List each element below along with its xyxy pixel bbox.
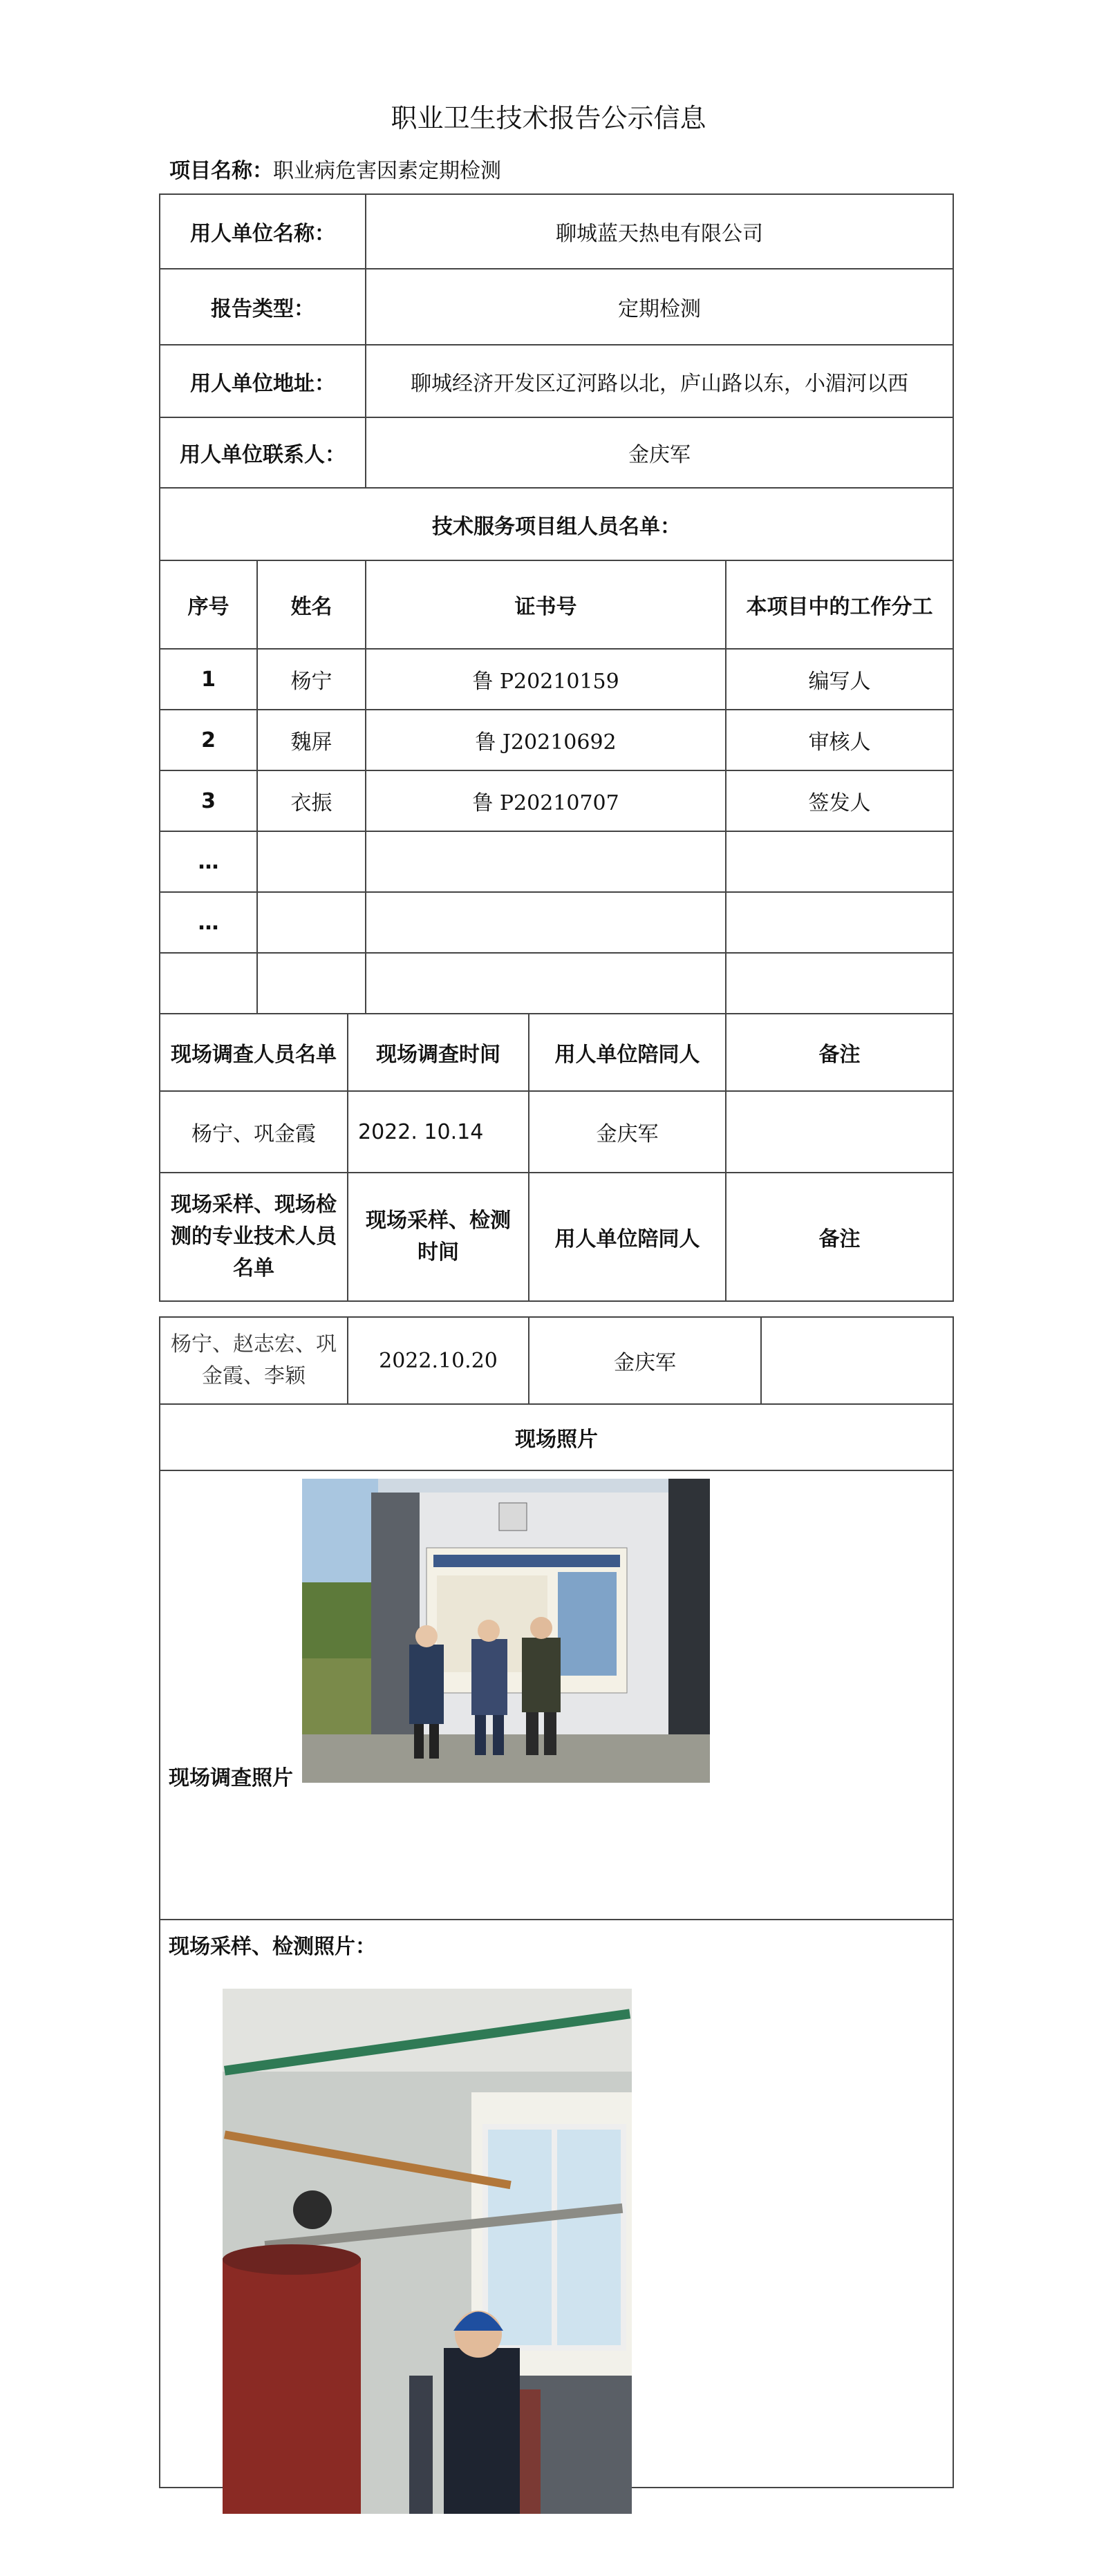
sampling-escort: 金庆军 [529,1317,761,1404]
sampling-header-time: 现场采样、检测时间 [348,1173,529,1301]
report-type-label: 报告类型： [160,269,366,345]
team-cert [366,953,726,1014]
survey-photo [302,1479,710,1783]
survey-header-staff: 现场调查人员名单 [160,1014,348,1091]
team-cert: 鲁 J20210692 [366,710,726,770]
team-heading: 技术服务项目组人员名单： [160,488,953,560]
sampling-photo [223,1989,632,2514]
team-no: 3 [160,770,257,831]
team-role [726,892,953,953]
team-header-role: 本项目中的工作分工 [726,560,953,649]
table-row [160,710,953,770]
team-no [160,953,257,1014]
team-cert: 鲁 P20210159 [366,649,726,710]
team-no: … [160,831,257,892]
team-header-cert: 证书号 [366,560,726,649]
team-role: 编写人 [726,649,953,710]
unit-name-value: 聊城蓝天热电有限公司 [366,194,953,269]
sampling-header-staff: 现场采样、现场检测的专业技术人员名单 [160,1173,348,1301]
survey-note [726,1091,953,1173]
unit-address-value: 聊城经济开发区辽河路以北，庐山路以东，小湄河以西 [366,345,953,417]
sampling-photo-image [223,1989,632,2514]
team-no: … [160,892,257,953]
team-name [257,953,366,1014]
survey-header-time: 现场调查时间 [348,1014,529,1091]
sampling-photo-label: 现场采样、检测照片： [169,1935,376,1959]
survey-photo-label: 现场调查照片 [169,1766,293,1790]
team-name: 魏屏 [257,710,366,770]
unit-contact-label: 用人单位联系人： [160,417,366,488]
table-row [160,831,953,892]
unit-name-label: 用人单位名称： [160,194,366,269]
sampling-staff: 杨宁、赵志宏、巩金霞、李颖 [160,1317,348,1404]
survey-staff: 杨宁、巩金霞 [160,1091,348,1173]
team-cert [366,831,726,892]
info-table [159,193,954,1302]
table-row [160,892,953,953]
report-type-value: 定期检测 [366,269,953,345]
project-label: 项目名称： [169,159,273,183]
team-name: 衣振 [257,770,366,831]
sampling-note [761,1317,953,1404]
survey-header-escort: 用人单位陪同人 [529,1014,726,1091]
team-role: 签发人 [726,770,953,831]
photos-heading: 现场照片 [160,1404,953,1470]
table-row [160,1091,953,1173]
team-no: 1 [160,649,257,710]
unit-address-label: 用人单位地址： [160,345,366,417]
team-name [257,831,366,892]
table-row [160,770,953,831]
sampling-time: 2022.10.20 [348,1317,529,1404]
team-name [257,892,366,953]
sampling-header-note: 备注 [726,1173,953,1301]
project-name [169,153,501,184]
page-title: 职业卫生技术报告公示信息 [391,103,706,133]
unit-contact-value: 金庆军 [366,417,953,488]
project-value: 职业病危害因素定期检测 [273,159,501,183]
table-row [160,1317,953,1404]
team-name: 杨宁 [257,649,366,710]
sampling-header-escort: 用人单位陪同人 [529,1173,726,1301]
survey-photo-image [302,1479,710,1783]
team-role: 审核人 [726,710,953,770]
survey-escort: 金庆军 [529,1091,726,1173]
survey-time: 2022. 10.14 [348,1091,529,1173]
team-header-no: 序号 [160,560,257,649]
table-row [160,649,953,710]
team-header-name: 姓名 [257,560,366,649]
survey-header-note: 备注 [726,1014,953,1091]
team-role [726,831,953,892]
team-cert: 鲁 P20210707 [366,770,726,831]
team-cert [366,892,726,953]
table-row [160,953,953,1014]
team-role [726,953,953,1014]
team-no: 2 [160,710,257,770]
